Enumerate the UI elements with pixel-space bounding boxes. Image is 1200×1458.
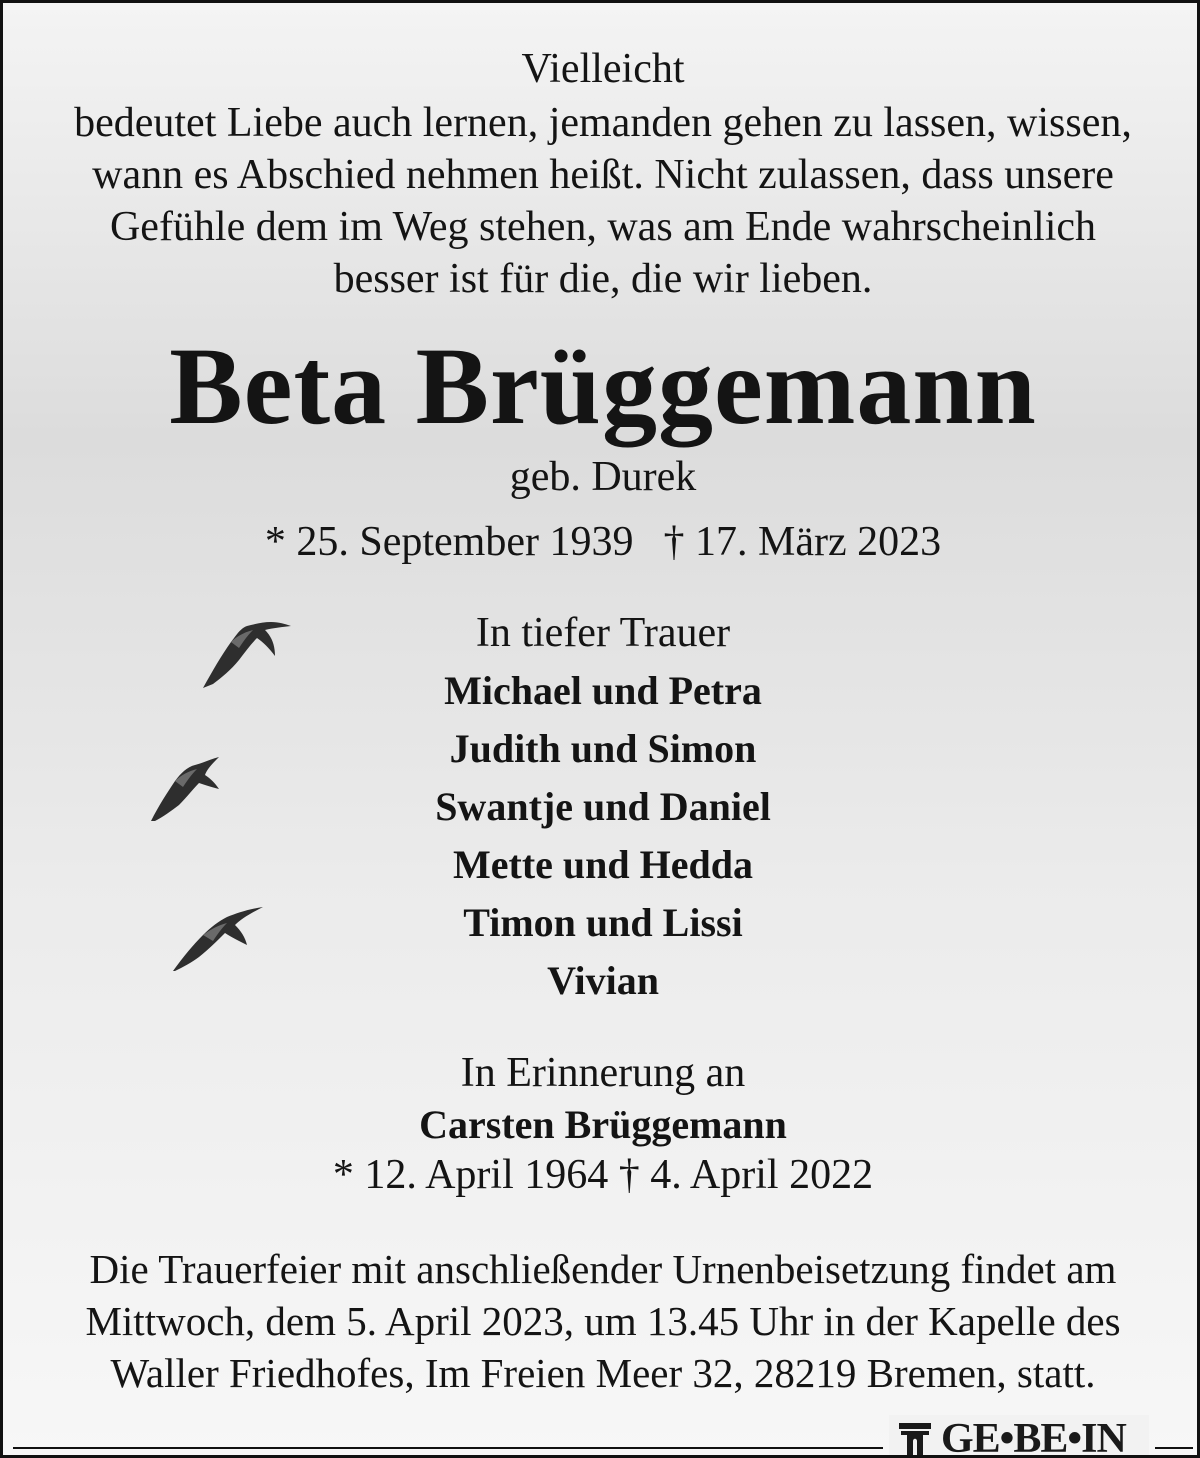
quote-line: wann es Abschied nehmen heißt. Nicht zulassen, dass unsere [92,152,1114,198]
bird-icon [203,622,291,688]
memory-intro: In Erinnerung an [460,1050,746,1096]
quote-line: Gefühle dem im Weg stehen, was am Ende wahrscheinlich [109,204,1097,250]
bird-icon [151,757,219,821]
quote-line: Vielleicht [521,46,685,92]
mourners-intro: In tiefer Trauer [475,610,731,656]
service-line: Die Trauerfeier mit anschließender Urnenbeisetzung findet am [89,1246,1117,1292]
memory-dates: * 12. April 1964 † 4. April 2022 [332,1152,874,1198]
mourner-name: Mette und Hedda [453,842,753,887]
bird-icon [173,907,263,971]
mourner-name: Vivian [547,958,659,1003]
bottom-rule [1155,1447,1193,1449]
bottom-rule [13,1447,883,1449]
mourner-name: Swantje und Daniel [435,784,771,829]
mourner-name: Judith und Simon [449,726,757,771]
service-line: Mittwoch, dem 5. April 2023, um 13.45 Uhr in der Kapelle des [85,1298,1121,1344]
birds-illustration [3,3,1200,1458]
quote-line: besser ist für die, die wir lieben. [333,256,873,302]
birth-name: geb. Durek [509,454,697,500]
gebein-logo [889,1415,1149,1458]
birth-date: * 25. September 1939 [264,519,634,565]
death-date: † 17. März 2023 [663,519,942,565]
mourner-name: Michael und Petra [444,668,762,713]
quote-line: bedeutet Liebe auch lernen, jemanden gehen zu lassen, wissen, [74,100,1132,146]
memory-name: Carsten Brüggemann [419,1102,787,1147]
deceased-name: Beta Brüggemann [169,325,1037,447]
mourner-name: Timon und Lissi [463,900,743,945]
service-line: Waller Friedhofes, Im Freien Meer 32, 28219 Bremen, statt. [110,1350,1096,1396]
gebein-house-icon [897,1421,933,1457]
gebein-logo-text: GE•BE•IN [941,1416,1126,1458]
